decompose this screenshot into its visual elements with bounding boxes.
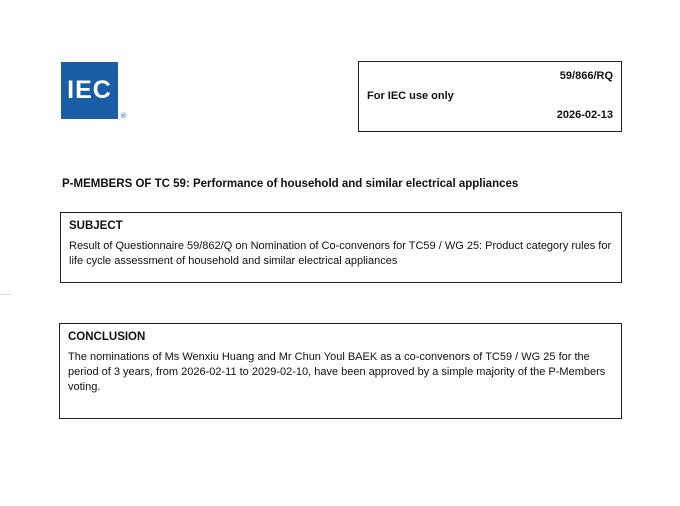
subject-box xyxy=(60,212,622,283)
iec-logo xyxy=(61,62,118,119)
conclusion-title: CONCLUSION xyxy=(68,331,146,343)
document-number: 59/866/RQ xyxy=(559,70,613,82)
page-heading: P-MEMBERS OF TC 59: Performance of household and similar electrical appliances xyxy=(62,178,519,190)
document-date: 2026-02-13 xyxy=(556,109,613,121)
iec-use-label: For IEC use only xyxy=(367,90,454,102)
conclusion-box xyxy=(59,323,622,419)
subject-title: SUBJECT xyxy=(69,220,123,232)
conclusion-body: The nominations of Ms Wenxiu Huang and Mr Chun Youl BAEK as a co-convenors of TC59 / WG 25 for the period of 3 years, from 2026-02-11 to 2029-02-10, have been approved by a simple majority of the P-Members voting. xyxy=(68,351,606,393)
divider xyxy=(0,294,12,295)
reference-box xyxy=(358,61,622,132)
subject-body: Result of Questionnaire 59/862/Q on Nomination of Co-convenors for TC59 / WG 25: Product category rules for life cycle assessment of household and similar electrical appliances xyxy=(69,240,612,267)
registered-mark: ® xyxy=(120,112,127,120)
iec-logo-text: IEC xyxy=(67,76,112,104)
